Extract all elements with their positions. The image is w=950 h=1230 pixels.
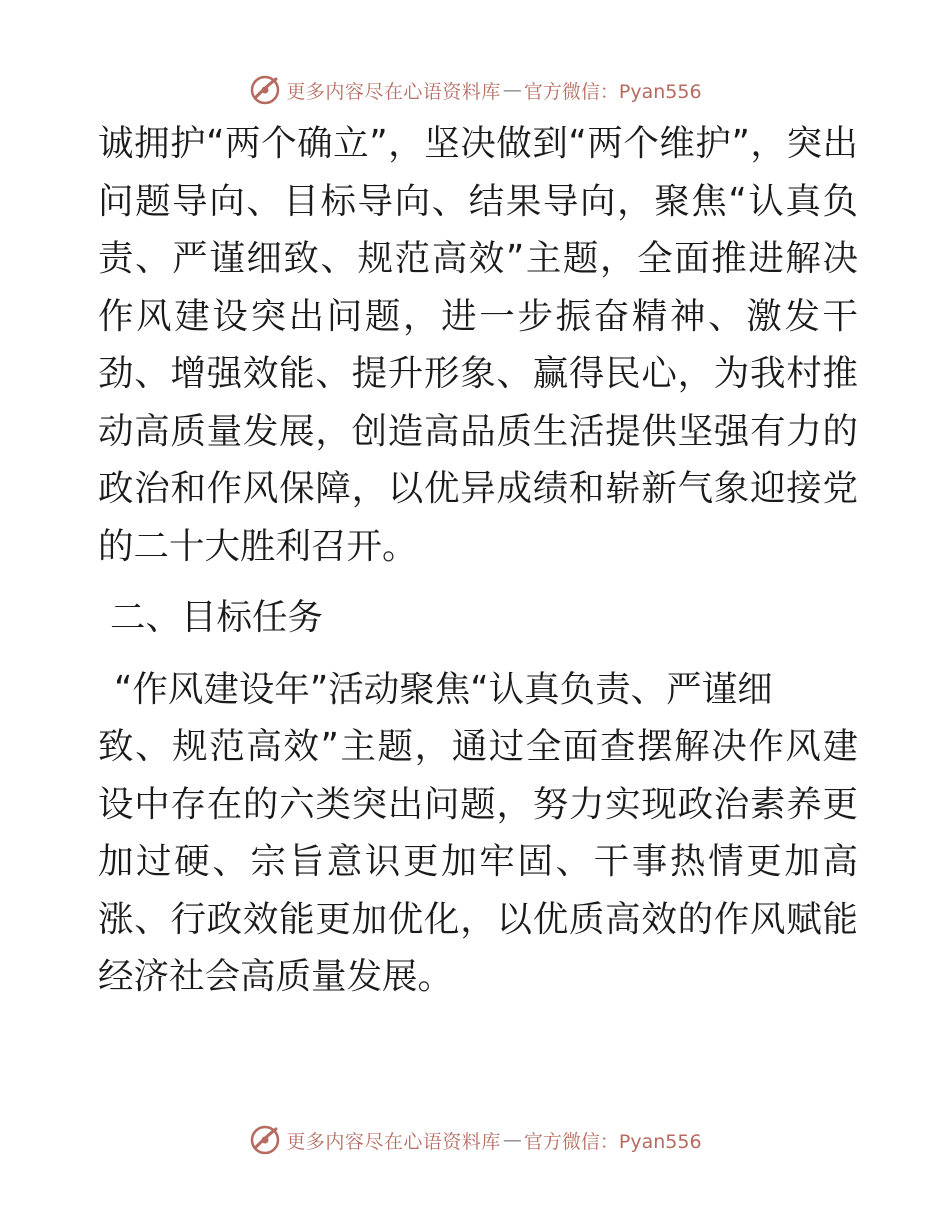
banner-text: 更多内容尽在心语资料库 [286,80,501,103]
paragraph-2-rest: 致、规范高效”主题，通过全面查摆解决作风建设中存在的六类突出问题，努力实现政治素养更加过硬、宗旨意识更加牢固、干事热情更加高涨、行政效能更加优化，以优质高效的作风赋能经济社会高质量发展。 [98,726,858,997]
paragraph-2 [98,661,858,1006]
banner-text: 更多内容尽在心语资料库 [286,1130,501,1153]
header-watermark-banner [0,70,950,110]
section-heading: 二、目标任务 [110,597,324,638]
brush-logo-icon [248,1123,282,1157]
document-body [98,115,858,1006]
paragraph-2-first-line: “作风建设年”活动聚焦“认真负责、严谨细 [114,668,773,710]
banner-dash: — [502,1129,522,1151]
banner-contact: 官方微信：Pyan556 [523,1130,702,1153]
paragraph-1: 诚拥护“两个确立”，坚决做到“两个维护”，突出问题导向、目标导向、结果导向，聚焦“认真负责、严谨细致、规范高效”主题，全面推进解决作风建设突出问题，进一步振奋精神、激发干劲、增强效能、提升形象、赢得民心，为我村推动高质量发展，创造高品质生活提供坚强有力的政治和作风保障，以优异成绩和崭新气象迎接党的二十大胜利召开。 [98,123,858,567]
brush-logo-icon [248,73,282,107]
banner-contact: 官方微信：Pyan556 [523,80,702,103]
banner-dash: — [502,79,522,101]
footer-watermark-banner [0,1120,950,1160]
